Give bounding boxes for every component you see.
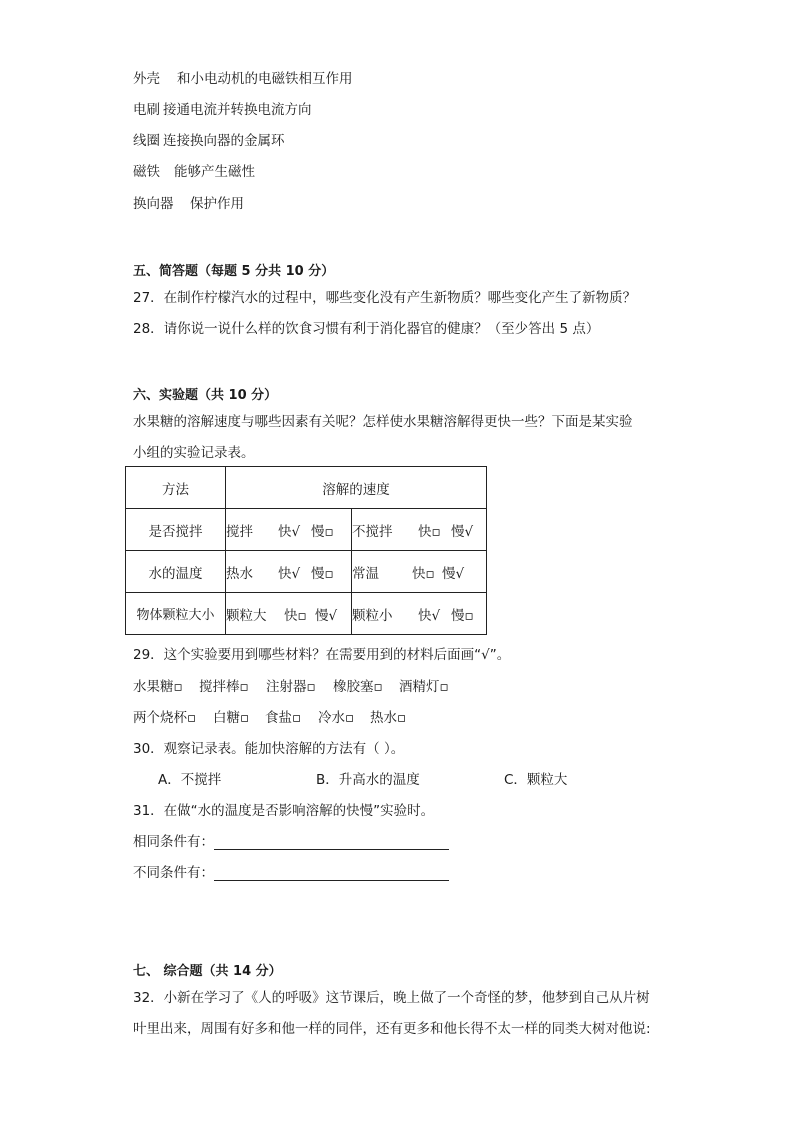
record-table <box>125 466 487 635</box>
condition-cell <box>352 551 487 593</box>
same-label: 相同条件有： <box>133 834 214 850</box>
part-name: 线圈 <box>133 133 160 149</box>
condition-cell <box>352 509 487 551</box>
part-name: 磁铁 <box>133 164 160 180</box>
question-29: 29．这个实验要用到哪些材料？在需要用到的材料后面画“√”。 <box>133 647 511 663</box>
material-item: 搅拌棒▫ <box>199 679 249 695</box>
part-name: 换向器 <box>133 196 174 212</box>
condition-label: 颗粒小 <box>352 607 393 624</box>
fast-mark: 快▫ <box>418 523 441 540</box>
material-item: 注射器▫ <box>266 679 316 695</box>
question-32-continued: 叶里出来，周围有好多和他一样的同伴，还有更多和他长得不太一样的同类大树对他说: <box>133 1021 651 1037</box>
option-b: B．升高水的温度 <box>316 772 420 788</box>
method-cell: 水的温度 <box>126 551 226 593</box>
condition-cell <box>226 593 352 635</box>
part-row <box>133 98 312 118</box>
fast-mark: 快√ <box>278 523 301 540</box>
material-item: 两个烧杯▫ <box>133 710 197 726</box>
condition-label: 常温 <box>352 565 379 582</box>
part-function: 接通电流并转换电流方向 <box>163 102 312 118</box>
fast-mark: 快√ <box>418 607 441 624</box>
question-30: 30．观察记录表。能加快溶解的方法有（ ）。 <box>133 741 405 757</box>
section-title: 六、实验题（共 10 分） <box>133 388 278 403</box>
material-item: 酒精灯▫ <box>399 679 449 695</box>
material-item: 水果糖▫ <box>133 679 183 695</box>
answer-blank[interactable] <box>214 866 449 881</box>
condition-cell <box>226 551 352 593</box>
slow-mark: 慢√ <box>442 565 465 582</box>
option-c: C．颗粒大 <box>504 772 568 788</box>
part-name: 电刷 <box>133 102 160 118</box>
header-speed: 溶解的速度 <box>226 467 487 509</box>
condition-label: 热水 <box>226 565 253 582</box>
part-row <box>133 160 255 180</box>
fast-mark: 快√ <box>278 565 301 582</box>
different-label: 不同条件有： <box>133 865 214 881</box>
fast-mark: 快▫ <box>284 607 307 624</box>
condition-label: 不搅拌 <box>352 523 393 540</box>
material-item: 热水▫ <box>370 710 407 726</box>
condition-cell <box>352 593 487 635</box>
question-27: 27．在制作柠檬汽水的过程中，哪些变化没有产生新物质？哪些变化产生了新物质？ <box>133 290 637 306</box>
material-item: 食盐▫ <box>265 710 302 726</box>
section-title: 七、 综合题（共 14 分） <box>133 964 282 979</box>
slow-mark: 慢▫ <box>311 565 334 582</box>
table-header-row <box>126 467 487 509</box>
condition-cell <box>226 509 352 551</box>
answer-line-same <box>133 830 449 850</box>
material-item: 橡胶塞▫ <box>333 679 383 695</box>
condition-label: 颗粒大 <box>226 607 267 624</box>
answer-line-different <box>133 861 449 881</box>
part-row <box>133 192 244 212</box>
part-function: 能够产生磁性 <box>174 164 255 180</box>
part-function: 连接换向器的金属环 <box>163 133 285 149</box>
part-function: 保护作用 <box>190 196 244 212</box>
fast-mark: 快▫ <box>412 565 435 582</box>
slow-mark: 慢▫ <box>311 523 334 540</box>
material-item: 白糖▫ <box>213 710 250 726</box>
slow-mark: 慢√ <box>451 523 474 540</box>
part-name: 外壳 <box>133 71 160 87</box>
question-31: 31．在做“水的温度是否影响溶解的快慢”实验时。 <box>133 803 435 819</box>
question-28: 28．请你说一说什么样的饮食习惯有利于消化器官的健康？（至少答出 5 点） <box>133 321 600 337</box>
part-function: 和小电动机的电磁铁相互作用 <box>177 71 353 87</box>
condition-label: 搅拌 <box>226 523 253 540</box>
method-cell: 物体颗粒大小 <box>126 593 226 635</box>
table-row <box>126 551 487 593</box>
answer-blank[interactable] <box>214 835 449 850</box>
intro-text: 水果糖的溶解速度与哪些因素有关呢？怎样使水果糖溶解得更快一些？下面是某实验 <box>133 414 633 430</box>
part-row <box>133 67 353 87</box>
materials-row <box>133 706 406 726</box>
question-32: 32．小新在学习了《人的呼吸》这节课后，晚上做了一个奇怪的梦，他梦到自己从片树 <box>133 990 650 1006</box>
header-method: 方法 <box>126 467 226 509</box>
table-row <box>126 593 487 635</box>
table-row <box>126 509 487 551</box>
option-a: A．不搅拌 <box>158 772 222 788</box>
section-title: 五、简答题（每题 5 分共 10 分） <box>133 264 335 279</box>
method-cell: 是否搅拌 <box>126 509 226 551</box>
material-item: 冷水▫ <box>318 710 355 726</box>
part-row <box>133 129 285 149</box>
slow-mark: 慢√ <box>315 607 338 624</box>
materials-row <box>133 675 449 695</box>
intro-text: 小组的实验记录表。 <box>133 445 255 461</box>
slow-mark: 慢▫ <box>451 607 474 624</box>
